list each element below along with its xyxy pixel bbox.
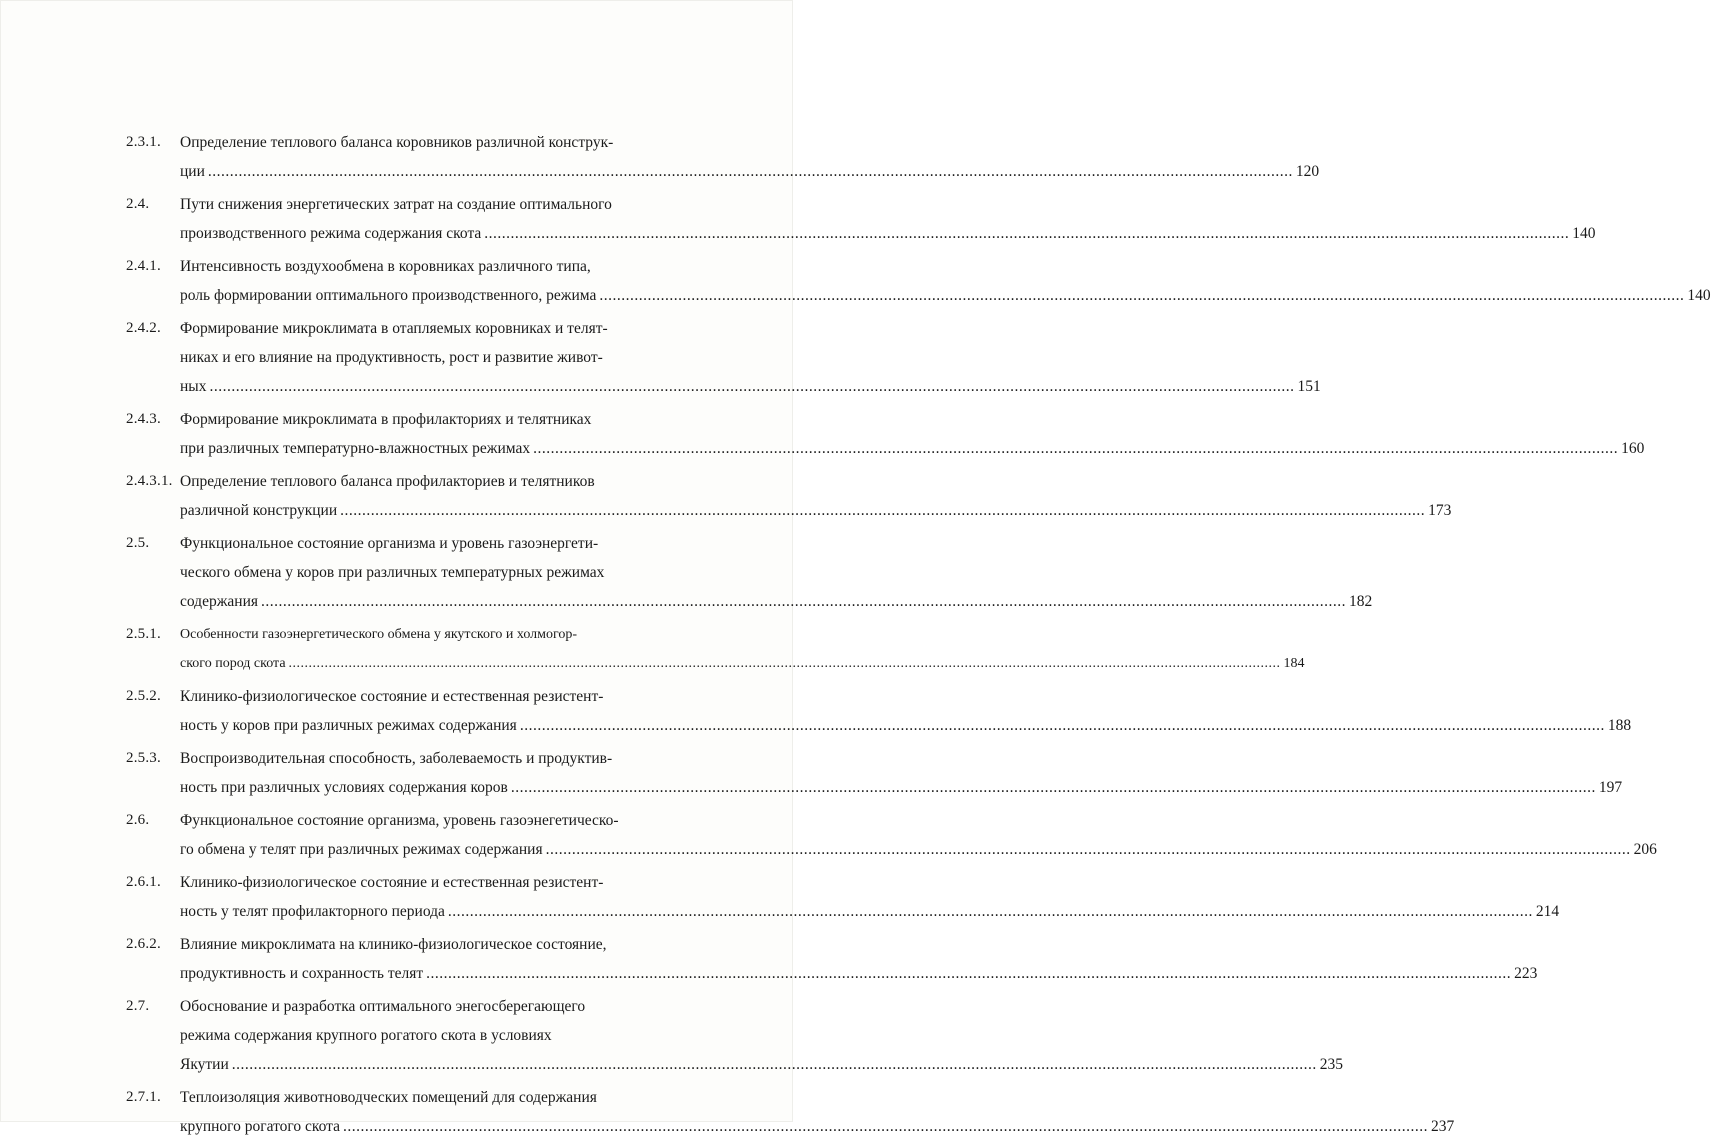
toc-entry-title (180, 529, 1372, 616)
toc-entry-title-line: Воспроизводительная способность, заболеваемость и продуктив- (180, 750, 613, 767)
dot-leader (289, 649, 1281, 678)
toc-entry-number: 2.5.2. (126, 688, 161, 704)
toc-entry-page-number: 182 (1349, 593, 1373, 610)
toc-entry-page-number: 197 (1598, 779, 1623, 796)
dot-leader (484, 219, 1569, 248)
toc-entry-number: 2.4.3.1. (126, 473, 173, 489)
toc-entry-page-number: 235 (1319, 1056, 1344, 1073)
toc-entry-title-tail: ность при различных условиях содержания коров (180, 779, 508, 796)
toc-entry-last-line (180, 1112, 1454, 1141)
toc-entry-number: 2.6.2. (126, 936, 161, 952)
toc-entry-title (180, 744, 1622, 802)
toc-entry-page-number: 188 (1607, 717, 1632, 734)
toc-entry-last-line (180, 711, 1631, 740)
toc-entry-title-tail: производственного режима содержания скота (180, 225, 482, 242)
toc-entry (126, 806, 1657, 864)
dot-leader (599, 281, 1684, 310)
toc-entry-title-line: ческого обмена у коров при различных температурных режимах (180, 564, 605, 581)
toc-entry-title-tail: Якутии (180, 1056, 229, 1073)
toc-entry (126, 930, 1538, 988)
toc-entry-title-tail: ского пород скота (180, 656, 286, 671)
toc-entry-last-line (180, 959, 1537, 988)
toc-entry-number: 2.6.1. (126, 874, 161, 890)
toc-entry-title-tail: содержания (180, 593, 259, 610)
toc-entry-title (180, 992, 1343, 1079)
toc-entry-page-number: 184 (1283, 656, 1305, 671)
toc-entry (126, 314, 1321, 401)
toc-entry-page-number: 223 (1514, 965, 1538, 982)
toc-entry-title-tail: продуктивность и сохранность телят (180, 965, 424, 982)
toc-entry (126, 190, 1596, 248)
dot-leader (448, 897, 1533, 926)
toc-entry-title (180, 252, 1711, 310)
toc-entry-title (180, 190, 1596, 248)
toc-entry-number: 2.5. (126, 535, 150, 551)
toc-entry-title-tail: ных (180, 378, 207, 395)
toc-entry-title (180, 682, 1631, 740)
toc-entry-title-line: Формирование микроклимата в профилакториях и телятниках (180, 411, 592, 428)
toc-entry (126, 620, 1305, 678)
toc-entry-last-line (180, 773, 1622, 802)
toc-entry-title-tail: крупного рогатого скота (180, 1118, 341, 1135)
toc-entry (126, 682, 1632, 740)
toc-entry-page-number: 237 (1431, 1118, 1455, 1135)
toc-entry-title-tail: при различных температурно-влажностных режимах (180, 440, 531, 457)
toc-entry-last-line (180, 434, 1644, 463)
toc-entry-page-number: 140 (1572, 225, 1596, 242)
dot-leader (343, 1112, 1428, 1141)
toc-entry-number: 2.5.1. (126, 626, 161, 642)
toc-entry-last-line (180, 157, 1319, 186)
toc-entry-page-number: 151 (1297, 378, 1321, 395)
toc-entry-title (180, 930, 1537, 988)
toc-entry-title (180, 806, 1657, 864)
toc-entry-title-line: Теплоизоляция животноводческих помещений для содержания (180, 1089, 597, 1106)
toc-entry-number: 2.4. (126, 196, 150, 212)
toc-entry-last-line (180, 281, 1711, 310)
toc-entry-title-line: Интенсивность воздухообмена в коровниках различного типа, (180, 258, 591, 275)
toc-entry-title-line: Влияние микроклимата на клинико-физиологическое состояние, (180, 936, 607, 953)
toc-entry (126, 467, 1452, 525)
toc-entry-title-line: Обоснование и разработка оптимального энегосберегающего (180, 998, 586, 1015)
toc-entry-last-line (180, 496, 1451, 525)
toc-entry-title-line: Особенности газоэнергетического обмена у якутского и холмогор- (180, 627, 578, 642)
toc-entry-title-line: никах и его влияние на продуктивность, рост и развитие живот- (180, 349, 603, 366)
toc-entry-number: 2.7.1. (126, 1089, 161, 1105)
toc-entry-last-line (180, 372, 1321, 401)
toc-entry-title (180, 314, 1321, 401)
toc-entry-title (180, 1083, 1454, 1141)
toc-entry (126, 868, 1560, 926)
dot-leader (232, 1050, 1317, 1079)
dot-leader (426, 959, 1511, 988)
toc-entry-title-line: Пути снижения энергетических затрат на создание оптимального (180, 196, 612, 213)
toc-entry-page-number: 160 (1621, 440, 1645, 457)
toc-entry-title (180, 128, 1319, 186)
toc-entry-title-line: Определение теплового баланса профилакториев и телятников (180, 473, 595, 490)
dot-leader (511, 773, 1596, 802)
toc-entry (126, 744, 1623, 802)
toc-entry-title-line: Определение теплового баланса коровников различной конструк- (180, 134, 614, 151)
toc-entry (126, 128, 1320, 186)
dot-leader (208, 157, 1293, 186)
toc-entry-number: 2.4.2. (126, 320, 161, 336)
toc-entry (126, 992, 1344, 1079)
dot-leader (340, 496, 1425, 525)
toc-entry-title-tail: ции (180, 163, 205, 180)
toc-entry-number: 2.4.1. (126, 258, 161, 274)
dot-leader (261, 587, 1346, 616)
toc-entry-number: 2.7. (126, 998, 150, 1014)
toc-entry (126, 529, 1373, 616)
dot-leader (533, 434, 1618, 463)
toc-entry-title-line: Клинико-физиологическое состояние и естественная резистент- (180, 688, 604, 705)
dot-leader (209, 372, 1294, 401)
toc-entry-page-number: 140 (1687, 287, 1711, 304)
toc-entry-last-line (180, 1050, 1343, 1079)
dot-leader (520, 711, 1605, 740)
toc-entry (126, 405, 1645, 463)
toc-entry (126, 252, 1711, 310)
toc-entry-last-line (180, 219, 1596, 248)
toc-entry-title (180, 620, 1305, 678)
table-of-contents (126, 128, 1711, 1145)
toc-entry-number: 2.4.3. (126, 411, 161, 427)
toc-entry-last-line (180, 587, 1372, 616)
toc-entry-page-number: 214 (1535, 903, 1560, 920)
toc-entry-number: 2.5.3. (126, 750, 161, 766)
dot-leader (546, 835, 1631, 864)
toc-entry-title (180, 868, 1559, 926)
toc-entry-last-line (180, 897, 1559, 926)
toc-entry-number: 2.6. (126, 812, 150, 828)
toc-entry-title-tail: го обмена у телят при различных режимах содержания (180, 841, 543, 858)
toc-entry-title-line: Клинико-физиологическое состояние и естественная резистент- (180, 874, 604, 891)
toc-entry-title-tail: различной конструкции (180, 502, 338, 519)
toc-entry-last-line (180, 835, 1657, 864)
toc-entry-page-number: 206 (1633, 841, 1657, 858)
toc-entry-page-number: 120 (1295, 163, 1320, 180)
toc-entry-number: 2.3.1. (126, 134, 161, 150)
toc-entry-title-tail: ность у телят профилакторного периода (180, 903, 445, 920)
toc-entry-title-line: Формирование микроклимата в отапляемых коровниках и телят- (180, 320, 608, 337)
toc-entry-title (180, 405, 1644, 463)
toc-entry-title-tail: роль формировании оптимального производственного, режима (180, 287, 597, 304)
toc-entry-title (180, 467, 1451, 525)
toc-entry-title-line: Функциональное состояние организма, уровень газоэнегетическо- (180, 812, 619, 829)
toc-entry-title-tail: ность у коров при различных режимах содержания (180, 717, 517, 734)
toc-entry-page-number: 173 (1428, 502, 1452, 519)
toc-entry-title-line: Функциональное состояние организма и уровень газоэнергети- (180, 535, 599, 552)
toc-entry-last-line (180, 649, 1305, 678)
toc-entry (126, 1083, 1455, 1141)
toc-entry-title-line: режима содержания крупного рогатого скота в условиях (180, 1027, 552, 1044)
